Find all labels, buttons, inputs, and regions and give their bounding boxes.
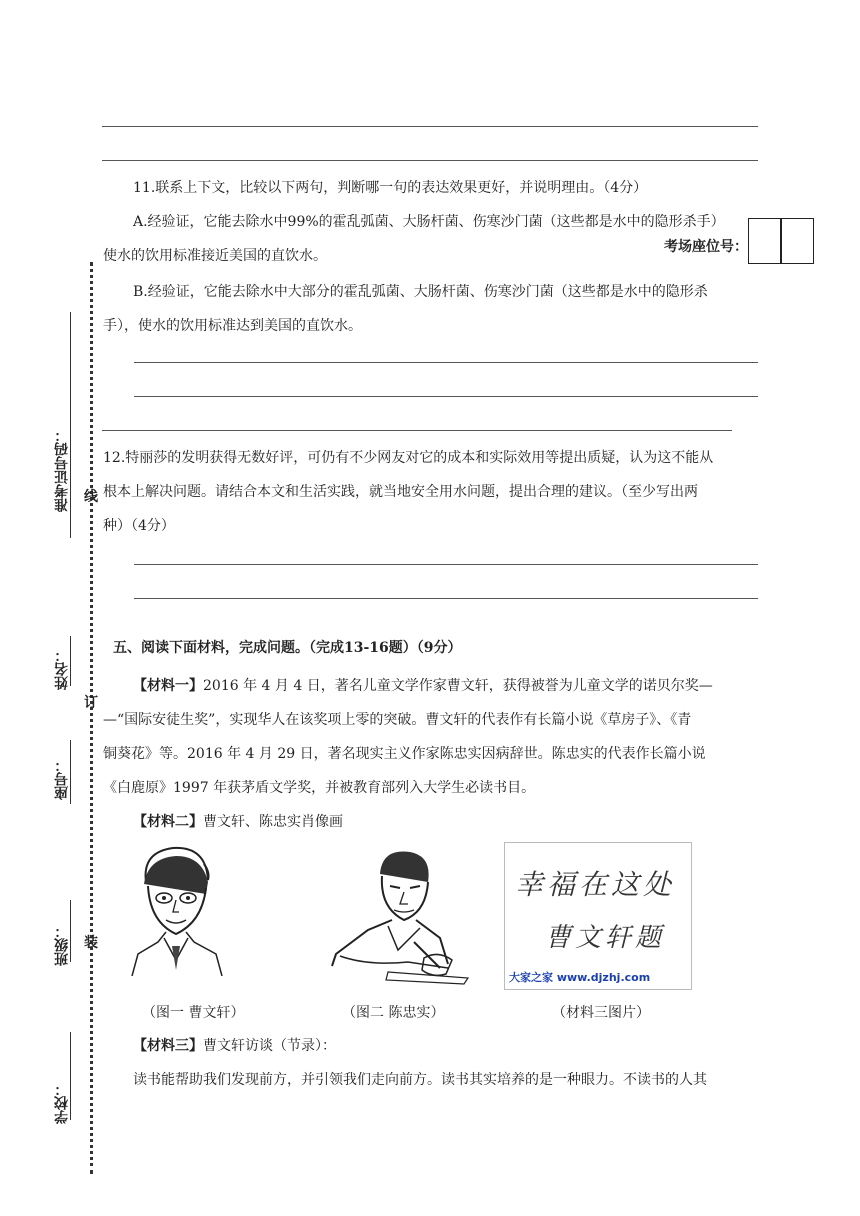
binding-char-line: 线 <box>84 489 98 505</box>
seat-number-box[interactable] <box>748 218 814 264</box>
material1-line1 <box>133 676 713 696</box>
exam-id-underline[interactable] <box>70 312 71 538</box>
material2-label: 【材料二】 <box>133 814 203 830</box>
material1-line4: 《白鹿原》1997 年获茅盾文学奖，并被教育部列入大学生必读书目。 <box>103 780 536 796</box>
exam-id-label: 准考证号码： <box>54 428 70 512</box>
binding-dotted-line <box>90 262 93 1174</box>
material1-label: 【材料一】 <box>133 678 203 694</box>
q11-prompt: 11.联系上下文，比较以下两句，判断哪一句的表达效果更好，并说明理由。（4分） <box>133 180 648 196</box>
calligraphy-text: 幸福在这处 <box>515 868 676 901</box>
material1-line2: —“国际安徒生奖”，实现华人在该奖项上零的突破。曹文轩的代表作有长篇小说《草房子》、《青 <box>103 712 692 728</box>
material3-line1: 读书能帮助我们发现前方，并引领我们走向前方。读书其实培养的是一种眼力。不读书的人其 <box>133 1072 707 1088</box>
q11-option-b-line2: 手），使水的饮用标准达到美国的直饮水。 <box>103 318 362 334</box>
material3-header <box>133 1036 336 1056</box>
material3-label: 【材料三】 <box>133 1038 203 1054</box>
name-underline[interactable] <box>70 636 71 686</box>
material2-line <box>133 812 343 832</box>
answer-line <box>134 396 758 397</box>
material1-text: 2016 年 4 月 4 日，著名儿童文学作家曹文轩，获得被誉为儿童文学的诺贝尔奖— <box>203 678 713 694</box>
answer-line <box>102 126 758 127</box>
caption-figure1: （图一 曹文轩） <box>142 1005 245 1021</box>
material2-text: 曹文轩、陈忠实肖像画 <box>203 814 343 830</box>
material3-text: 曹文轩访谈（节录）： <box>203 1038 336 1054</box>
section-title-text: 五、阅读下面材料，完成问题。（完成13-16题） <box>113 640 417 656</box>
answer-line <box>102 430 732 431</box>
seat-no-label: 座号： <box>54 758 70 800</box>
section-title <box>113 638 462 658</box>
binding-char-bind: 装 <box>84 935 98 951</box>
class-label: 班级： <box>54 924 70 966</box>
answer-line <box>134 362 758 363</box>
caption-material3-image: （材料三图片） <box>552 1005 650 1021</box>
material1-line3: 铜葵花》等。2016 年 4 月 29 日，著名现实主义作家陈忠实因病辞世。陈忠实的代表作长篇小说 <box>103 746 706 762</box>
portrait-cao-wenxuan <box>128 842 224 976</box>
q11-option-b-line1: B.经验证，它能去除水中大部分的霍乱弧菌、大肠杆菌、伤寒沙门菌（这些都是水中的隐形杀 <box>133 284 708 300</box>
q12-line1: 12.特丽莎的发明获得无数好评，可仍有不少网友对它的成本和实际效用等提出质疑，认为这不能从 <box>103 450 714 466</box>
calligraphy-image <box>504 842 692 990</box>
answer-line <box>134 564 758 565</box>
answer-line <box>134 598 758 599</box>
answer-line <box>102 160 758 161</box>
binding-char-order: 订 <box>84 695 98 711</box>
calligraphy-signature: 曹文轩题 <box>545 923 666 953</box>
caption-figure2: （图二 陈忠实） <box>342 1005 445 1021</box>
school-underline[interactable] <box>70 1032 71 1120</box>
q11-option-a-line1: A.经验证，它能去除水中99%的霍乱弧菌、大肠杆菌、伤寒沙门菌（这些都是水中的隐形杀手） <box>133 214 725 230</box>
q11-option-a-line2: 使水的饮用标准接近美国的直饮水。 <box>103 248 327 264</box>
watermark: 大家之家 www.djzhj.com <box>509 971 651 984</box>
seat-no-underline[interactable] <box>70 740 71 804</box>
q12-line3: 种）（4分） <box>103 518 175 534</box>
seat-number-label: 考场座位号： <box>664 239 748 255</box>
school-label: 学校： <box>54 1082 70 1124</box>
name-label: 姓名： <box>54 648 70 690</box>
section-score: （9分） <box>416 640 462 656</box>
class-underline[interactable] <box>70 900 71 962</box>
q12-line2: 根本上解决问题。请结合本文和生活实践，就当地安全用水问题，提出合理的建议。（至少写出两 <box>103 484 698 500</box>
portrait-chen-zhongshi <box>328 846 474 986</box>
